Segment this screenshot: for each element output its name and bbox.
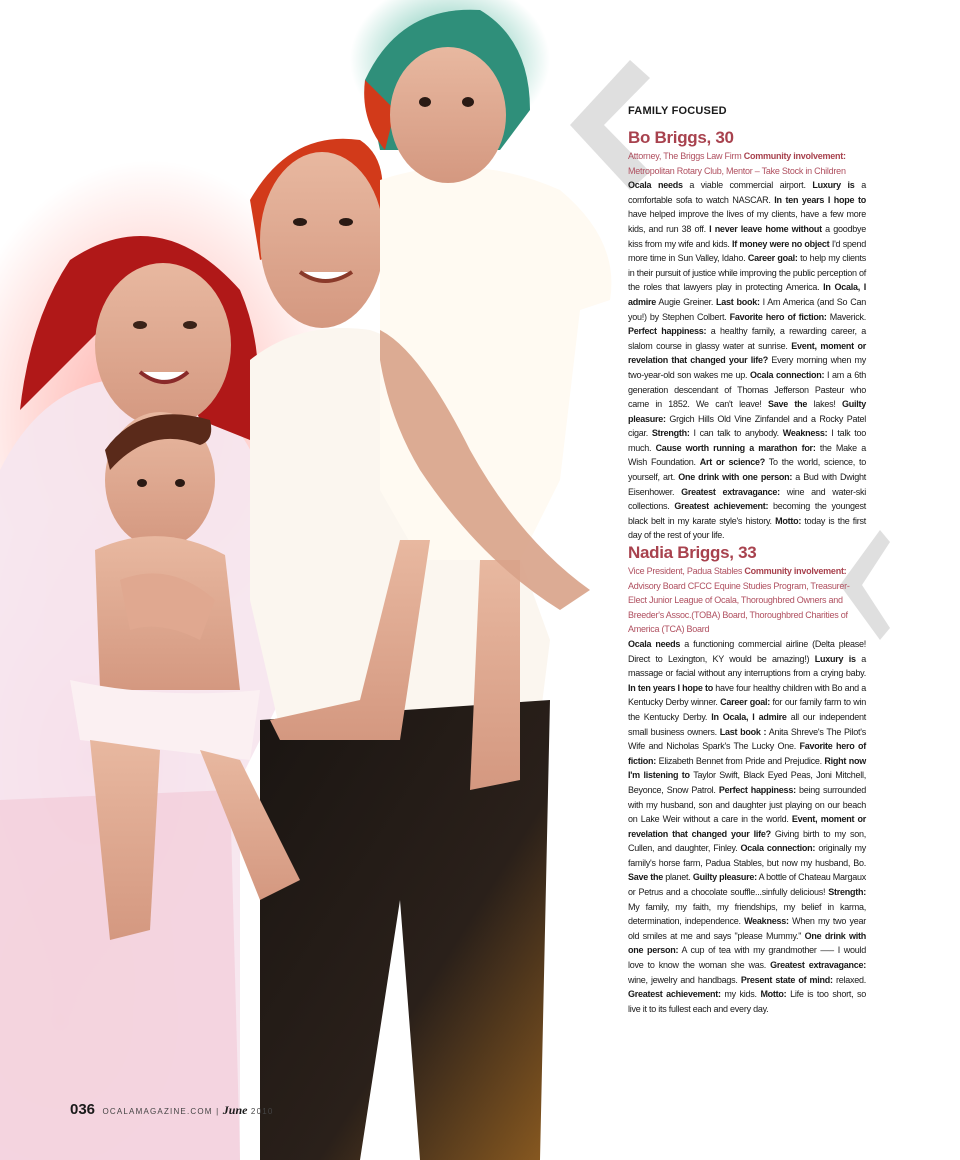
answer-text: To the world, science, to yourself, art. [628,457,866,483]
profile-bo-briggs [628,128,866,543]
answer-text: a comfortable sofa to watch NASCAR. [628,180,866,205]
question-label: Guilty pleasure: [628,399,866,424]
answer-text: a goodbye kiss from my wife and kids. [628,223,867,249]
question-label: In Ocala, I admire [711,711,787,722]
answer-text: I'd spend more time in Sun Valley, Idaho. [628,238,866,264]
answer-text: My family, my faith, my friendships, my belief in karma, determination, independence. [628,901,866,927]
answer-text: have helped improve the lives of my clients, have a few more kids, and run 38 off. [628,209,866,234]
question-label: Art or science? [699,457,765,468]
answer-text: When my two year old smiles at me and says "please Mummy." [628,916,866,941]
answer-text: lakes! [807,399,842,410]
answer-text: Anita Shreve's The Pilot's Wife and Nicholas Spark's The Lucky One. [628,726,866,752]
answer-text: I can talk to anybody. [689,428,783,439]
question-label: Event, moment or revelation that changed your life? [628,340,866,366]
question-label: Ocala needs [628,180,683,191]
question-label: Weakness: [782,428,828,439]
footer-month: June [222,1103,248,1117]
question-label: Motto: [760,989,787,1000]
profile-role: Vice President, Padua Stables Community involvement: Advisory Board CFCC Equine Studies Program, Treasurer-Elect Junior League of Ocala, Thoroughbred Owners and Breeder's Assoc.(TOBA) Board, Thoroughbred Charities of America (TCA) Board [628,566,850,635]
question-label: Career goal: [720,697,770,708]
profile-name: Nadia Briggs, 33 [628,543,757,562]
answer-text: today is the first day of the rest of your life. [628,515,866,541]
answer-text: I am a 6th generation descendant of Thomas Jefferson Pasteur who came in 1852. We can't leave! [628,369,866,410]
question-label: Strength: [828,887,866,898]
question-label: Perfect happiness: [628,326,707,337]
answer-text: Life is too short, so live it to its fullest each and every day. [628,989,866,1014]
question-label: Last book : [719,726,767,737]
answer-text: wine, jewelry and handbags. [628,974,741,985]
question-label: Present state of mind: [740,974,833,985]
answer-text: Augie Greiner. [656,296,717,307]
question-label: One drink with one person: [628,930,866,956]
page-number: 036 [70,1101,96,1118]
answer-text: a functioning commercial airline (Delta please! Direct to Lexington, KY would be amazing!) [628,638,866,664]
question-label: Career goal: [747,253,798,264]
question-label: Ocala connection: [750,369,825,380]
question-label: Save the [768,399,808,410]
question-label: Guilty pleasure: [692,872,757,883]
answer-text: I Am America (and So Can you!) by Stephen Colbert. [628,296,866,322]
page-footer [70,1101,274,1118]
answer-text: all our independent small business owners. [628,711,866,737]
answer-text: Maverick. [826,311,866,322]
answer-text: Elizabeth Bennet from Pride and Prejudice. [656,755,825,766]
question-label: Save the [628,872,664,883]
question-label: Greatest extravagance: [770,960,866,971]
question-label: Greatest extravagance: [681,486,780,497]
answer-text: a healthy family, a rewarding career, a slalom course in glassy water at sunrise. [628,326,866,351]
profile-questionnaire [628,637,866,1016]
question-label: Luxury is [812,180,855,191]
profile-questionnaire [628,178,866,543]
question-label: Favorite hero of fiction: [729,311,827,322]
question-label: Weakness: [744,916,789,927]
question-label: I never leave home without [709,223,822,234]
question-label: One drink with one person: [678,472,793,483]
question-label: In ten years I hope to [774,194,866,205]
footer-site: OCALAMAGAZINE.COM | [102,1107,220,1116]
question-label: Strength: [651,428,690,439]
answer-text: to help my clients in their pursuit of justice while improving the public perception of the roles that lawyers play in protecting America. [628,253,866,293]
question-label: Ocala connection: [740,843,816,854]
question-label: Event, moment or revelation that changed your life? [628,814,867,839]
question-label: Last book: [716,296,760,307]
answer-text: for our family farm to win the Kentucky Derby. [628,697,866,722]
answer-text: becoming the youngest black belt in my karate style's history. [628,501,866,526]
answer-text: the Make a Wish Foundation. [628,442,866,468]
answer-text: a massage or facial without any interruptions from a crying baby. [628,653,866,679]
question-label: Perfect happiness: [718,784,796,795]
answer-text: Giving birth to my son, Cullen, and daughter, Finley. [628,828,866,854]
question-label: Greatest achievement: [628,989,721,1000]
answer-text: a viable commercial airport. [682,180,813,191]
answer-text: Grgich Hills Old Vine Zinfandel and a Rocky Patel cigar. [628,413,866,439]
question-label: Favorite hero of fiction: [628,741,866,766]
question-label: If money were no object [732,238,830,249]
answer-text: being surrounded with my husband, son and daughter just playing on our beach on Lake Weir without a care in the world. [628,784,866,825]
answer-text: A bottle of Chateau Margaux or Petrus and a chocolate souffle...sinfully delicious! [628,872,866,898]
question-label: Luxury is [814,653,856,664]
answer-text: planet. [663,872,693,883]
answer-text: Every morning when my two-year-old son wakes me up. [628,355,866,380]
answer-text: I talk too much. [628,428,866,453]
answer-text: originally my family's horse farm, Padua Stables, but now my husband, Bo. [628,843,866,868]
question-label: In ten years I hope to [628,682,713,693]
answer-text: A cup of tea with my grandmother —– I would love to know the woman she was. [628,945,866,971]
footer-year: 2010 [250,1107,274,1116]
question-label: Right now I'm listening to [628,755,866,781]
answer-text: wine and water-ski collections. [628,486,866,512]
question-label: Greatest achievement: [674,501,769,512]
answer-text: have four healthy children with Bo and a Kentucky Derby winner. [628,682,866,708]
answer-text: Taylor Swift, Black Eyed Peas, Joni Mitchell, Beyonce, Snow Patrol. [628,770,866,795]
answer-text: my kids. [720,989,761,1000]
profile-name: Bo Briggs, 30 [628,128,734,147]
question-label: In Ocala, I admire [628,282,866,307]
answer-text: a Bud with Dwight Eisenhower. [628,472,866,497]
question-label: Cause worth running a marathon for: [655,442,816,453]
answer-text: relaxed. [832,974,866,985]
profile-role: Attorney, The Briggs Law Firm Community involvement: Metropolitan Rotary Club, Mentor – Take Stock in Children [628,151,846,176]
question-label: Motto: [775,515,802,526]
section-label: FAMILY FOCUSED [628,105,727,117]
profile-nadia-briggs [628,543,866,1016]
question-label: Ocala needs [628,638,681,649]
